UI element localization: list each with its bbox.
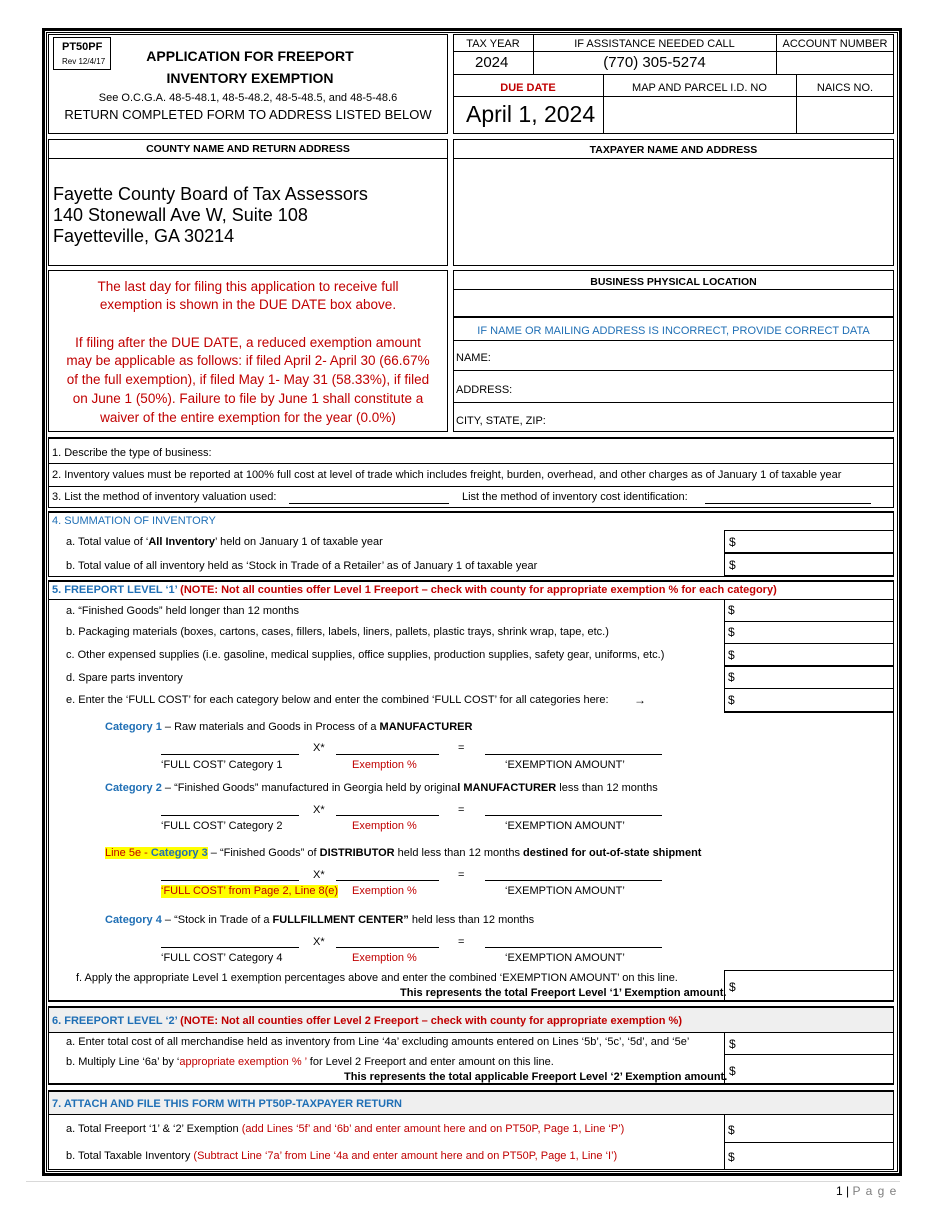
line-5b-text: b. Packaging materials (boxes, cartons, cases, fillers, labels, liners, pallets, plastic trays, shrink wrap, tape, etc.) xyxy=(66,626,609,638)
line-3-valuation-label: 3. List the method of inventory valuation used: xyxy=(52,491,277,503)
form-title-line1: APPLICATION FOR FREEPORT xyxy=(146,48,354,64)
multiply-sign: X* xyxy=(313,869,325,881)
form-title-line2: INVENTORY EXEMPTION xyxy=(166,70,334,86)
line-6b-text: b. Multiply Line ‘6a’ by ‘appropriate exemption % ’ for Level 2 Freeport and enter amount on this line. xyxy=(66,1056,554,1068)
address-field-label: ADDRESS: xyxy=(456,384,513,396)
currency-symbol: $ xyxy=(729,535,736,549)
currency-symbol: $ xyxy=(729,558,736,572)
correct-name-input[interactable] xyxy=(495,341,893,369)
arrow-icon: → xyxy=(634,693,646,707)
category-1-exemption-input[interactable] xyxy=(485,754,662,755)
line-4b-text: b. Total value of all inventory held as ‘Stock in Trade of a Retailer’ as of January 1 of taxable year xyxy=(66,560,538,572)
category-3-percent-input[interactable] xyxy=(336,880,439,881)
return-instruction: RETURN COMPLETED FORM TO ADDRESS LISTED BELOW xyxy=(64,107,432,122)
line-5d-text: d. Spare parts inventory xyxy=(66,672,183,684)
exemption-percent-caption: Exemption % xyxy=(352,820,417,832)
currency-symbol: $ xyxy=(728,670,735,684)
notice-line: on June 1 (50%). Failure to file by June 1 shall constitute a xyxy=(72,391,424,406)
line-7b-text: b. Total Taxable Inventory (Subtract Line ‘7a’ from Line ‘4a and enter amount here and on PT50P, Page 1, Line ‘I’) xyxy=(66,1150,618,1162)
line-5b-amount-input[interactable] xyxy=(724,621,894,644)
page-word: P a g e xyxy=(852,1184,898,1198)
exemption-amount-caption: ‘EXEMPTION AMOUNT’ xyxy=(505,820,625,832)
category-3-exemption-input[interactable] xyxy=(485,880,662,881)
category-3-heading: Line 5e - Category 3 – “Finished Goods” of DISTRIBUTOR held less than 12 months destined for out-of-state shipment xyxy=(105,847,702,859)
county-city: Fayetteville, GA 30214 xyxy=(53,226,235,246)
section-5-title: 5. FREEPORT LEVEL ‘1’ (NOTE: Not all counties offer Level 1 Freeport – check with county for appropriate exemption % for each category) xyxy=(52,584,777,596)
line-2-text: 2. Inventory values must be reported at 100% full cost at level of trade which includes freight, burden, overhead, and other charges as of January 1 of taxable year xyxy=(52,469,842,481)
business-location-label: BUSINESS PHYSICAL LOCATION xyxy=(590,276,757,288)
category-1-cost-input[interactable] xyxy=(161,754,299,755)
form-code: PT50PF xyxy=(62,41,103,53)
category-4-exemption-input[interactable] xyxy=(485,947,662,948)
equals-sign: = xyxy=(458,742,465,754)
notice-line: The last day for filing this application to receive full xyxy=(97,279,399,294)
line-5a-amount-input[interactable] xyxy=(724,599,894,622)
section-4-title: 4. SUMMATION OF INVENTORY xyxy=(52,515,216,527)
category-3-cost-input[interactable] xyxy=(161,880,299,881)
exemption-percent-caption: Exemption % xyxy=(352,952,417,964)
page-number: 1 xyxy=(836,1184,843,1198)
line-7b-amount-input[interactable] xyxy=(724,1142,894,1170)
page-footer: 1 | P a g e xyxy=(836,1184,898,1198)
county-street: 140 Stonewall Ave W, Suite 108 xyxy=(53,205,308,225)
multiply-sign: X* xyxy=(313,804,325,816)
category-2-exemption-input[interactable] xyxy=(485,815,662,816)
equals-sign: = xyxy=(458,804,465,816)
correct-address-input[interactable] xyxy=(510,371,893,401)
tax-year-label: TAX YEAR xyxy=(466,38,520,50)
county-address-label: COUNTY NAME AND RETURN ADDRESS xyxy=(146,143,350,155)
currency-symbol: $ xyxy=(728,693,735,707)
line-6a-text: a. Enter total cost of all merchandise held as inventory from Line ‘4a’ excluding amounts entered on Lines ‘5b’, ‘5c’, ‘5d’, and ‘5e’ xyxy=(66,1036,690,1048)
business-location-input[interactable] xyxy=(454,290,893,315)
exemption-amount-caption: ‘EXEMPTION AMOUNT’ xyxy=(505,759,625,771)
currency-symbol: $ xyxy=(728,603,735,617)
line-7a-text: a. Total Freeport ‘1’ & ‘2’ Exemption (add Lines ‘5f’ and ‘6b’ and enter amount here and on PT50P, Page 1, Line ‘P’) xyxy=(66,1123,625,1135)
category-4-cost-caption: ‘FULL COST’ Category 4 xyxy=(161,952,283,964)
line-5f-text: f. Apply the appropriate Level 1 exemption percentages above and enter the combined ‘EXEMPTION AMOUNT’ on this line. xyxy=(76,972,678,984)
category-3-cost-caption: ‘FULL COST’ from Page 2, Line 8(e) xyxy=(161,885,339,897)
assistance-label: IF ASSISTANCE NEEDED CALL xyxy=(574,38,735,50)
category-1-heading: Category 1 – Raw materials and Goods in Process of a MANUFACTURER xyxy=(105,721,473,733)
currency-symbol: $ xyxy=(728,625,735,639)
correct-city-input[interactable] xyxy=(545,403,893,431)
exemption-percent-caption: Exemption % xyxy=(352,759,417,771)
category-4-cost-input[interactable] xyxy=(161,947,299,948)
exemption-amount-caption: ‘EXEMPTION AMOUNT’ xyxy=(505,952,625,964)
category-1-percent-input[interactable] xyxy=(336,754,439,755)
county-name: Fayette County Board of Tax Assessors xyxy=(53,184,368,204)
name-field-label: NAME: xyxy=(456,352,491,364)
section-6-title: 6. FREEPORT LEVEL ‘2’ (NOTE: Not all counties offer Level 2 Freeport – check with county for appropriate exemption %) xyxy=(52,1015,682,1027)
assistance-phone: (770) 305-5274 xyxy=(603,54,706,71)
notice-line: may be applicable as follows: if filed April 2- April 30 (66.67% xyxy=(66,353,430,368)
category-4-percent-input[interactable] xyxy=(336,947,439,948)
line-5f-total-note: This represents the total Freeport Level ‘1’ Exemption amount. xyxy=(400,987,727,999)
notice-line: waiver of the entire exemption for the year (0.0%) xyxy=(100,410,396,425)
currency-symbol: $ xyxy=(728,648,735,662)
line-5d-amount-input[interactable] xyxy=(724,666,894,689)
notice-line: If filing after the DUE DATE, a reduced exemption amount xyxy=(75,335,421,350)
equals-sign: = xyxy=(458,936,465,948)
cost-identification-input[interactable] xyxy=(705,503,871,504)
line-4a-text: a. Total value of ‘All Inventory’ held on January 1 of taxable year xyxy=(66,536,383,548)
line-5c-amount-input[interactable] xyxy=(724,643,894,666)
line-3-cost-id-label: List the method of inventory cost identification: xyxy=(462,491,688,503)
due-date-value: April 1, 2024 xyxy=(466,101,596,127)
multiply-sign: X* xyxy=(313,742,325,754)
category-2-heading: Category 2 – “Finished Goods” manufactured in Georgia held by original MANUFACTURER less than 12 months xyxy=(105,782,658,794)
correction-label: IF NAME OR MAILING ADDRESS IS INCORRECT, PROVIDE CORRECT DATA xyxy=(477,325,870,337)
account-number-label: ACCOUNT NUMBER xyxy=(782,38,888,50)
naics-label: NAICS NO. xyxy=(816,82,874,94)
category-2-percent-input[interactable] xyxy=(336,815,439,816)
line-7a-amount-input[interactable] xyxy=(724,1114,894,1143)
due-date-label: DUE DATE xyxy=(500,82,556,94)
taxpayer-address-label: TAXPAYER NAME AND ADDRESS xyxy=(589,144,758,156)
category-1-cost-caption: ‘FULL COST’ Category 1 xyxy=(161,759,283,771)
line-4a-amount-input[interactable] xyxy=(724,530,894,553)
parcel-id-label: MAP AND PARCEL I.D. NO xyxy=(632,82,767,94)
city-field-label: CITY, STATE, ZIP: xyxy=(456,415,546,427)
line-5e-text: e. Enter the ‘FULL COST’ for each category below and enter the combined ‘FULL COST’ for all categories here: xyxy=(66,694,609,706)
line-6b-amount-input[interactable] xyxy=(724,1054,894,1085)
line-5e-amount-input[interactable] xyxy=(724,688,894,713)
line-5c-text: c. Other expensed supplies (i.e. gasoline, medical supplies, office supplies, production supplies, safety gear, uniforms, etc.) xyxy=(66,649,665,661)
line-5f-amount-input[interactable] xyxy=(724,970,894,1002)
category-2-cost-caption: ‘FULL COST’ Category 2 xyxy=(161,820,283,832)
currency-symbol: $ xyxy=(728,1123,735,1137)
section-7-title: 7. ATTACH AND FILE THIS FORM WITH PT50P-TAXPAYER RETURN xyxy=(52,1098,402,1110)
category-4-heading: Category 4 – “Stock in Trade of a FULLFILLMENT CENTER” held less than 12 months xyxy=(105,914,535,926)
line-6a-amount-input[interactable] xyxy=(724,1032,894,1055)
notice-line: exemption is shown in the DUE DATE box above. xyxy=(99,297,397,312)
valuation-method-input[interactable] xyxy=(289,503,449,504)
currency-symbol: $ xyxy=(729,980,736,994)
statute-reference: See O.C.G.A. 48-5-48.1, 48-5-48.2, 48-5-48.5, and 48-5-48.6 xyxy=(98,92,398,104)
line-4b-amount-input[interactable] xyxy=(724,553,894,577)
currency-symbol: $ xyxy=(729,1064,736,1078)
footer-rule xyxy=(26,1181,900,1182)
multiply-sign: X* xyxy=(313,936,325,948)
notice-line: of the full exemption), if filed May 1- May 31 (58.33%), if filed xyxy=(66,372,430,387)
form-rev: Rev 12/4/17 xyxy=(62,57,106,66)
line-5a-text: a. “Finished Goods” held longer than 12 months xyxy=(66,605,299,617)
category-2-cost-input[interactable] xyxy=(161,815,299,816)
line-6b-total-note: This represents the total applicable Freeport Level ‘2’ Exemption amount. xyxy=(344,1071,728,1083)
exemption-percent-caption: Exemption % xyxy=(352,885,417,897)
currency-symbol: $ xyxy=(729,1037,736,1051)
exemption-amount-caption: ‘EXEMPTION AMOUNT’ xyxy=(505,885,625,897)
tax-year-value: 2024 xyxy=(475,54,509,71)
line-1-text: 1. Describe the type of business: xyxy=(52,447,212,459)
equals-sign: = xyxy=(458,869,465,881)
currency-symbol: $ xyxy=(728,1150,735,1164)
